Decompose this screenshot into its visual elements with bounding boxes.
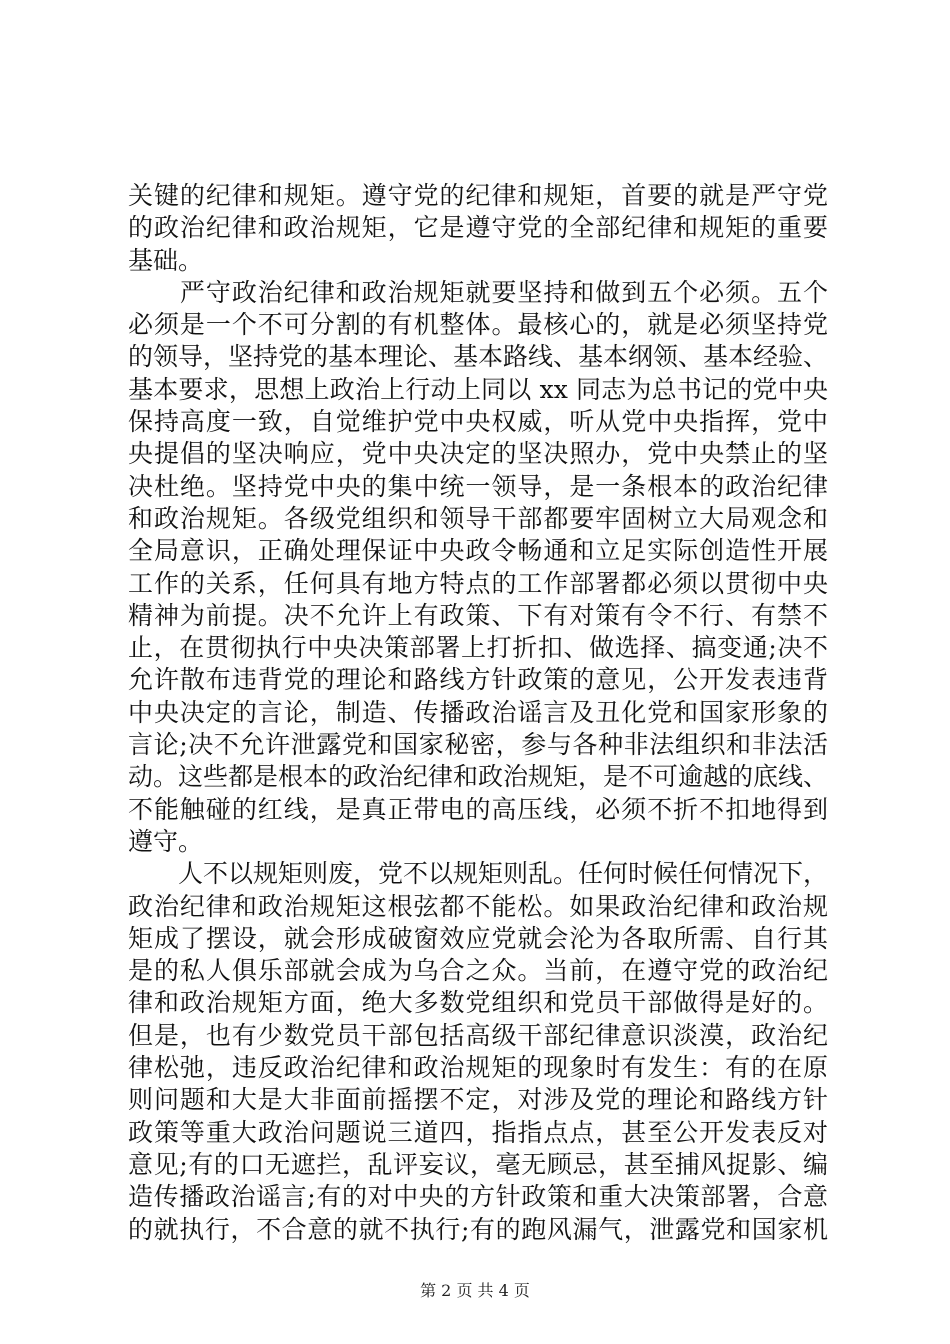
text-line: 意见;有的口无遮拦，乱评妄议，毫无顾忌，甚至捕风捉影、编 — [128, 1149, 828, 1179]
text-line: 人不以规矩则废，党不以规矩则乱。任何时候任何情况下， — [128, 859, 829, 889]
text-line: 允许散布违背党的理论和路线方针政策的意见，公开发表违背 — [128, 665, 828, 695]
text-line: 矩成了摆设，就会形成破窗效应党就会沦为各取所需、自行其 — [128, 923, 828, 953]
text-line: 严守政治纪律和政治规矩就要坚持和做到五个必须。五个 — [128, 277, 828, 307]
text-line: 不能触碰的红线，是真正带电的高压线，必须不折不扣地得到 — [128, 794, 828, 824]
text-line: 是的私人俱乐部就会成为乌合之众。当前，在遵守党的政治纪 — [128, 956, 828, 986]
text-line: 必须是一个不可分割的有机整体。最核心的，就是必须坚持党 — [128, 310, 828, 340]
text-line: 止，在贯彻执行中央决策部署上打折扣、做选择、搞变通;决不 — [128, 633, 828, 663]
text-line: 全局意识，正确处理保证中央政令畅通和立足实际创造性开展 — [128, 536, 828, 566]
body-text — [128, 180, 828, 1246]
text-line: 基础。 — [128, 245, 204, 275]
text-line: 政治纪律和政治规矩这根弦都不能松。如果政治纪律和政治规 — [128, 891, 828, 921]
text-line: 动。这些都是根本的政治纪律和政治规矩，是不可逾越的底线、 — [128, 762, 829, 792]
text-line: 中央决定的言论，制造、传播政治谣言及丑化党和国家形象的 — [128, 697, 828, 727]
page-footer: 第 2 页 共 4 页 — [420, 1281, 530, 1300]
text-line: 的政治纪律和政治规矩，它是遵守党的全部纪律和规矩的重要 — [128, 213, 828, 243]
text-line: 关键的纪律和规矩。遵守党的纪律和规矩，首要的就是严守党 — [128, 181, 828, 210]
text-line: 央提倡的坚决响应，党中央决定的坚决照办，党中央禁止的坚 — [128, 439, 828, 469]
text-line: 的就执行，不合意的就不执行;有的跑风漏气，泄露党和国家机 — [128, 1214, 828, 1244]
text-line: 和政治规矩。各级党组织和领导干部都要牢固树立大局观念和 — [128, 503, 828, 533]
text-line: 律松弛，违反政治纪律和政治规矩的现象时有发生：有的在原 — [128, 1053, 828, 1083]
text-line: 律和政治规矩方面，绝大多数党组织和党员干部做得是好的。 — [128, 988, 828, 1018]
text-line: 言论;决不允许泄露党和国家秘密，参与各种非法组织和非法活 — [128, 730, 828, 760]
text-line: 政策等重大政治问题说三道四，指指点点，甚至公开发表反对 — [128, 1117, 828, 1147]
text-line: 造传播政治谣言;有的对中央的方针政策和重大决策部署，合意 — [128, 1182, 828, 1212]
text-line: 但是，也有少数党员干部包括高级干部纪律意识淡漠，政治纪 — [128, 1020, 828, 1050]
text-line: 精神为前提。决不允许上有政策、下有对策有令不行、有禁不 — [128, 600, 828, 630]
text-line: 工作的关系，任何具有地方特点的工作部署都必须以贯彻中央 — [128, 568, 828, 598]
text-line: 遵守。 — [128, 826, 204, 856]
text-line: 的领导，坚持党的基本理论、基本路线、基本纲领、基本经验、 — [128, 342, 829, 372]
text-line: 则问题和大是大非面前摇摆不定，对涉及党的理论和路线方针 — [128, 1085, 828, 1115]
text-line: 保持高度一致，自觉维护党中央权威，听从党中央指挥，党中 — [128, 407, 828, 437]
text-line: 决杜绝。坚持党中央的集中统一领导，是一条根本的政治纪律 — [128, 471, 828, 501]
text-line: 基本要求，思想上政治上行动上同以 xx 同志为总书记的党中央 — [128, 374, 828, 404]
